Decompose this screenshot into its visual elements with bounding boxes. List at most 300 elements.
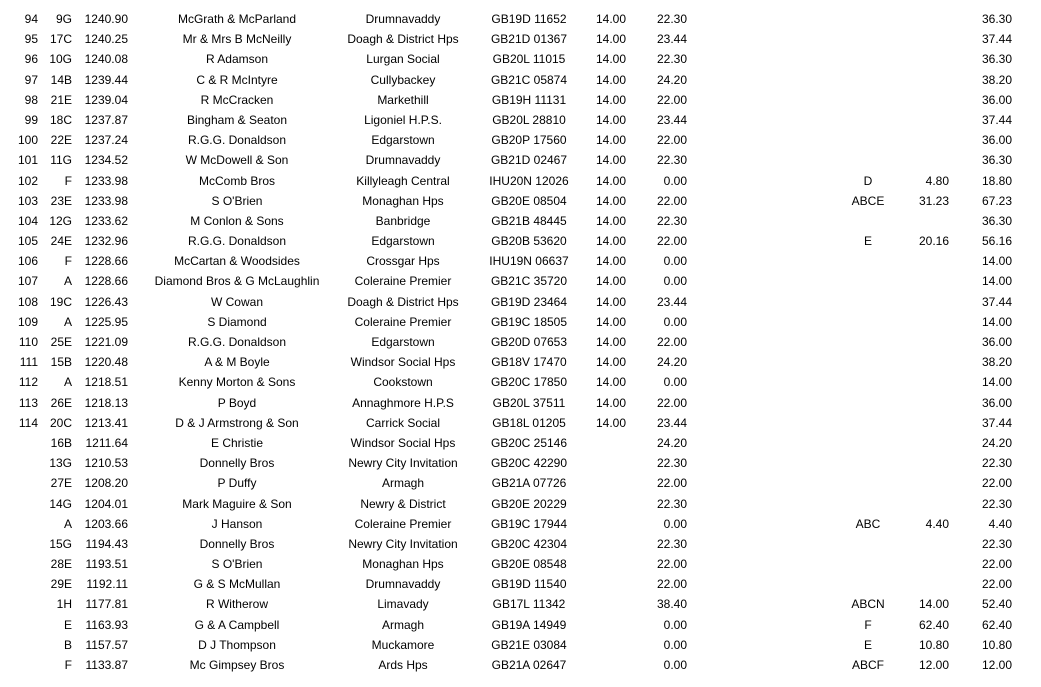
section-code-cell: F (64, 173, 72, 188)
total-cell: 36.00 (981, 133, 1012, 148)
position-cell: 103 (17, 193, 38, 208)
prize-b-cell: 22.00 (656, 193, 687, 208)
fancier-name-cell: W McDowell & Son (185, 153, 289, 168)
pool-amount-cell: 20.16 (918, 234, 949, 249)
prize-a-cell: 14.00 (595, 213, 626, 228)
table-row (0, 534, 1041, 554)
table-row (0, 90, 1041, 110)
fancier-name-cell: G & A Campbell (194, 617, 280, 632)
ring-number-cell: IHU20N 12026 (489, 173, 569, 188)
section-code-cell: 16B (50, 435, 72, 450)
prize-b-cell: 22.00 (656, 234, 687, 249)
velocity-cell: 1204.01 (84, 496, 128, 511)
ring-number-cell: GB21C 05874 (490, 72, 568, 87)
ring-number-cell: GB20C 17850 (490, 375, 568, 390)
club-cell: Lurgan Social (366, 52, 440, 67)
prize-b-cell: 24.20 (656, 435, 687, 450)
velocity-cell: 1203.66 (84, 516, 128, 531)
fancier-name-cell: Bingham & Seaton (186, 112, 288, 127)
ring-number-cell: GB19A 14949 (491, 617, 567, 632)
prize-b-cell: 22.30 (656, 496, 687, 511)
total-cell: 12.00 (981, 658, 1012, 672)
prize-b-cell: 0.00 (663, 516, 687, 531)
velocity-cell: 1225.95 (84, 314, 128, 329)
ring-number-cell: GB19D 23464 (490, 294, 568, 309)
prize-b-cell: 24.20 (656, 72, 687, 87)
fancier-name-cell: Donnelly Bros (199, 536, 275, 551)
velocity-cell: 1208.20 (84, 476, 128, 491)
fancier-name-cell: S O'Brien (211, 193, 263, 208)
club-cell: Limavady (377, 597, 429, 612)
ring-number-cell: GB19C 17944 (490, 516, 568, 531)
fancier-name-cell: D & J Armstrong & Son (175, 415, 299, 430)
fancier-name-cell: D J Thompson (198, 637, 276, 652)
velocity-cell: 1240.90 (84, 12, 128, 26)
pool-amount-cell: 12.00 (918, 658, 949, 672)
table-row (0, 635, 1041, 655)
section-code-cell: A (63, 516, 72, 531)
fancier-name-cell: W Cowan (210, 294, 263, 309)
total-cell: 36.30 (981, 12, 1012, 26)
ring-number-cell: GB20E 08504 (491, 193, 567, 208)
fancier-name-cell: Mark Maguire & Son (182, 496, 292, 511)
total-cell: 36.30 (981, 153, 1012, 168)
section-code-cell: A (63, 314, 72, 329)
table-row (0, 473, 1041, 493)
section-code-cell: 27E (50, 476, 72, 491)
table-row (0, 393, 1041, 413)
section-code-cell: 1H (56, 597, 72, 612)
table-row (0, 70, 1041, 90)
total-cell: 14.00 (981, 375, 1012, 390)
fancier-name-cell: R.G.G. Donaldson (187, 234, 287, 249)
position-cell: 112 (18, 375, 38, 390)
total-cell: 37.44 (981, 294, 1012, 309)
position-cell: 101 (17, 153, 38, 168)
fancier-name-cell: R.G.G. Donaldson (187, 335, 287, 349)
section-code-cell: 20C (49, 415, 72, 430)
pools-code-cell: ABCF (851, 658, 884, 672)
total-cell: 18.80 (981, 173, 1012, 188)
club-cell: Carrick Social (365, 415, 440, 430)
table-row (0, 130, 1041, 150)
section-code-cell: F (64, 254, 72, 269)
club-cell: Windsor Social Hps (350, 435, 456, 450)
pools-code-cell: D (863, 173, 873, 188)
prize-a-cell: 14.00 (595, 395, 626, 410)
section-code-cell: 10G (49, 52, 72, 67)
total-cell: 22.30 (981, 496, 1012, 511)
section-code-cell: 25E (50, 335, 72, 349)
total-cell: 14.00 (981, 254, 1012, 269)
club-cell: Newry City Invitation (348, 536, 458, 551)
fancier-name-cell: R McCracken (200, 92, 274, 107)
table-row (0, 171, 1041, 191)
ring-number-cell: GB21D 02467 (490, 153, 568, 168)
section-code-cell: 15G (49, 536, 72, 551)
club-cell: Muckamore (371, 637, 435, 652)
results-table (0, 9, 1041, 675)
fancier-name-cell: E Christie (210, 435, 263, 450)
section-code-cell: 11G (50, 153, 72, 168)
table-row (0, 150, 1041, 170)
velocity-cell: 1226.43 (84, 294, 128, 309)
club-cell: Edgarstown (371, 133, 435, 148)
ring-number-cell: GB21A 02647 (491, 658, 567, 672)
club-cell: Drumnavaddy (365, 153, 441, 168)
velocity-cell: 1157.57 (85, 637, 128, 652)
total-cell: 4.40 (988, 516, 1012, 531)
velocity-cell: 1221.09 (84, 335, 128, 349)
prize-a-cell: 14.00 (595, 92, 626, 107)
total-cell: 52.40 (981, 597, 1012, 612)
pools-code-cell: ABCE (851, 193, 885, 208)
ring-number-cell: GB20L 37511 (492, 395, 566, 410)
table-row (0, 453, 1041, 473)
prize-a-cell: 14.00 (595, 173, 626, 188)
ring-number-cell: GB21B 48445 (491, 213, 567, 228)
fancier-name-cell: P Boyd (217, 395, 257, 410)
fancier-name-cell: S O'Brien (211, 557, 263, 572)
position-cell: 113 (18, 395, 38, 410)
section-code-cell: 21E (50, 92, 72, 107)
club-cell: Ligoniel H.P.S. (364, 112, 442, 127)
prize-b-cell: 24.20 (656, 355, 687, 370)
pool-amount-cell: 4.80 (925, 173, 949, 188)
position-cell: 94 (24, 12, 38, 26)
prize-a-cell: 14.00 (595, 375, 626, 390)
prize-b-cell: 0.00 (663, 274, 687, 289)
total-cell: 37.44 (981, 32, 1012, 47)
fancier-name-cell: R Witherow (205, 597, 268, 612)
total-cell: 14.00 (981, 274, 1012, 289)
fancier-name-cell: McComb Bros (198, 173, 275, 188)
section-code-cell: 23E (50, 193, 72, 208)
total-cell: 38.20 (981, 355, 1012, 370)
total-cell: 22.00 (981, 476, 1012, 491)
prize-b-cell: 23.44 (656, 415, 687, 430)
prize-b-cell: 0.00 (663, 314, 687, 329)
table-row (0, 413, 1041, 433)
prize-a-cell: 14.00 (595, 335, 626, 349)
ring-number-cell: GB20B 53620 (491, 234, 567, 249)
prize-a-cell: 14.00 (595, 153, 626, 168)
position-cell: 98 (24, 92, 38, 107)
position-cell: 109 (17, 314, 38, 329)
prize-a-cell: 14.00 (595, 32, 626, 47)
prize-b-cell: 0.00 (663, 173, 687, 188)
prize-b-cell: 22.00 (656, 557, 687, 572)
ring-number-cell: GB19H 11131 (491, 92, 567, 107)
section-code-cell: 12G (49, 213, 72, 228)
total-cell: 67.23 (981, 193, 1012, 208)
section-code-cell: 26E (50, 395, 72, 410)
prize-a-cell: 14.00 (595, 234, 626, 249)
position-cell: 110 (18, 335, 38, 349)
table-row (0, 191, 1041, 211)
table-row (0, 271, 1041, 291)
prize-a-cell: 14.00 (595, 12, 626, 26)
ring-number-cell: GB20L 11015 (492, 52, 566, 67)
total-cell: 22.30 (981, 536, 1012, 551)
club-cell: Coleraine Premier (354, 274, 452, 289)
prize-a-cell: 14.00 (595, 193, 626, 208)
section-code-cell: 18C (49, 112, 72, 127)
club-cell: Coleraine Premier (354, 516, 452, 531)
club-cell: Drumnavaddy (365, 577, 441, 592)
prize-a-cell: 14.00 (595, 294, 626, 309)
pools-code-cell: E (863, 234, 872, 249)
table-row (0, 110, 1041, 130)
table-row (0, 514, 1041, 534)
prize-a-cell: 14.00 (595, 415, 626, 430)
fancier-name-cell: A & M Boyle (204, 355, 270, 370)
pools-code-cell: F (864, 617, 872, 632)
position-cell: 105 (17, 234, 38, 249)
velocity-cell: 1237.87 (84, 112, 128, 127)
velocity-cell: 1210.53 (84, 456, 128, 471)
ring-number-cell: GB18L 01205 (492, 415, 566, 430)
total-cell: 36.30 (981, 213, 1012, 228)
total-cell: 10.80 (981, 637, 1012, 652)
velocity-cell: 1237.24 (84, 133, 128, 148)
velocity-cell: 1228.66 (84, 274, 128, 289)
ring-number-cell: GB19D 11540 (491, 577, 567, 592)
fancier-name-cell: R Adamson (205, 52, 269, 67)
table-row (0, 211, 1041, 231)
fancier-name-cell: J Hanson (211, 516, 263, 531)
club-cell: Windsor Social Hps (350, 355, 456, 370)
total-cell: 14.00 (981, 314, 1012, 329)
position-cell: 95 (24, 32, 38, 47)
position-cell: 106 (17, 254, 38, 269)
prize-b-cell: 38.40 (656, 597, 687, 612)
position-cell: 104 (17, 213, 38, 228)
prize-b-cell: 0.00 (663, 658, 687, 672)
fancier-name-cell: G & S McMullan (193, 577, 281, 592)
table-row (0, 251, 1041, 271)
table-row (0, 231, 1041, 251)
prize-b-cell: 22.30 (656, 213, 687, 228)
section-code-cell: B (63, 637, 72, 652)
club-cell: Armagh (381, 476, 425, 491)
pool-amount-cell: 14.00 (918, 597, 949, 612)
velocity-cell: 1240.25 (84, 32, 128, 47)
prize-b-cell: 23.44 (656, 32, 687, 47)
club-cell: Doagh & District Hps (347, 294, 459, 309)
section-code-cell: 14B (50, 72, 72, 87)
prize-b-cell: 22.30 (656, 52, 687, 67)
club-cell: Killyleagh Central (356, 173, 450, 188)
table-row (0, 554, 1041, 574)
club-cell: Cullybackey (370, 72, 436, 87)
club-cell: Annaghmore H.P.S (352, 395, 454, 410)
position-cell: 96 (24, 52, 38, 67)
prize-b-cell: 0.00 (663, 617, 687, 632)
velocity-cell: 1194.43 (85, 536, 128, 551)
total-cell: 62.40 (981, 617, 1012, 632)
prize-a-cell: 14.00 (595, 274, 626, 289)
total-cell: 36.00 (981, 395, 1012, 410)
ring-number-cell: GB21E 03084 (491, 637, 567, 652)
pool-amount-cell: 62.40 (918, 617, 949, 632)
velocity-cell: 1193.51 (85, 557, 128, 572)
total-cell: 38.20 (981, 72, 1012, 87)
prize-b-cell: 22.00 (656, 92, 687, 107)
prize-b-cell: 22.30 (656, 456, 687, 471)
ring-number-cell: GB20E 20229 (491, 496, 567, 511)
fancier-name-cell: McGrath & McParland (177, 12, 297, 26)
club-cell: Doagh & District Hps (347, 32, 459, 47)
ring-number-cell: GB18V 17470 (491, 355, 567, 370)
pool-amount-cell: 4.40 (925, 516, 949, 531)
prize-b-cell: 22.00 (656, 476, 687, 491)
table-row (0, 574, 1041, 594)
ring-number-cell: GB21C 35720 (490, 274, 568, 289)
section-code-cell: 28E (50, 557, 72, 572)
position-cell: 99 (24, 112, 38, 127)
velocity-cell: 1220.48 (84, 355, 128, 370)
fancier-name-cell: Mc Gimpsey Bros (189, 658, 285, 672)
prize-a-cell: 14.00 (595, 52, 626, 67)
prize-b-cell: 0.00 (663, 254, 687, 269)
total-cell: 22.00 (981, 557, 1012, 572)
ring-number-cell: IHU19N 06637 (489, 254, 569, 269)
prize-a-cell: 14.00 (595, 314, 626, 329)
total-cell: 22.00 (981, 577, 1012, 592)
fancier-name-cell: R.G.G. Donaldson (187, 133, 287, 148)
prize-a-cell: 14.00 (595, 72, 626, 87)
section-code-cell: F (64, 658, 72, 672)
table-row (0, 312, 1041, 332)
position-cell: 102 (17, 173, 38, 188)
table-row (0, 352, 1041, 372)
position-cell: 107 (17, 274, 38, 289)
table-row (0, 372, 1041, 392)
table-row (0, 292, 1041, 312)
fancier-name-cell: Donnelly Bros (199, 456, 275, 471)
prize-b-cell: 22.30 (656, 536, 687, 551)
position-cell: 111 (19, 355, 38, 370)
table-row (0, 494, 1041, 514)
section-code-cell: E (63, 617, 72, 632)
pools-code-cell: ABCN (851, 597, 885, 612)
ring-number-cell: GB20C 42304 (490, 536, 568, 551)
total-cell: 37.44 (981, 112, 1012, 127)
club-cell: Ards Hps (378, 658, 428, 672)
section-code-cell: 14G (49, 496, 72, 511)
pool-amount-cell: 31.23 (918, 193, 949, 208)
club-cell: Newry & District (360, 496, 446, 511)
section-code-cell: A (63, 375, 72, 390)
fancier-name-cell: M Conlon & Sons (190, 213, 284, 228)
ring-number-cell: GB17L 11342 (492, 597, 566, 612)
velocity-cell: 1177.81 (85, 597, 128, 612)
club-cell: Crossgar Hps (366, 254, 440, 269)
table-row (0, 332, 1041, 352)
prize-b-cell: 22.30 (656, 153, 687, 168)
position-cell: 114 (18, 415, 38, 430)
pools-code-cell: ABC (855, 516, 881, 531)
total-cell: 24.20 (981, 435, 1012, 450)
section-code-cell: 22E (50, 133, 72, 148)
total-cell: 22.30 (981, 456, 1012, 471)
pools-code-cell: E (863, 637, 872, 652)
fancier-name-cell: S Diamond (207, 314, 267, 329)
table-row (0, 655, 1041, 675)
velocity-cell: 1232.96 (84, 234, 128, 249)
ring-number-cell: GB20P 17560 (491, 133, 567, 148)
velocity-cell: 1218.51 (84, 375, 128, 390)
total-cell: 36.30 (981, 52, 1012, 67)
club-cell: Armagh (381, 617, 425, 632)
fancier-name-cell: Kenny Morton & Sons (178, 375, 296, 390)
club-cell: Monaghan Hps (362, 193, 444, 208)
ring-number-cell: GB21A 07726 (491, 476, 567, 491)
ring-number-cell: GB20D 07653 (490, 335, 568, 349)
ring-number-cell: GB20L 28810 (492, 112, 566, 127)
prize-b-cell: 0.00 (663, 375, 687, 390)
ring-number-cell: GB20E 08548 (491, 557, 567, 572)
section-code-cell: 19C (49, 294, 72, 309)
fancier-name-cell: McCartan & Woodsides (174, 254, 300, 269)
total-cell: 36.00 (981, 92, 1012, 107)
section-code-cell: 24E (50, 234, 72, 249)
club-cell: Edgarstown (371, 234, 435, 249)
ring-number-cell: GB19C 18505 (490, 314, 568, 329)
club-cell: Cookstown (373, 375, 433, 390)
table-row (0, 615, 1041, 635)
pool-amount-cell: 10.80 (918, 637, 949, 652)
velocity-cell: 1239.04 (84, 92, 128, 107)
table-row (0, 29, 1041, 49)
prize-a-cell: 14.00 (595, 355, 626, 370)
velocity-cell: 1233.98 (84, 173, 128, 188)
prize-b-cell: 22.00 (656, 577, 687, 592)
table-row (0, 9, 1041, 29)
fancier-name-cell: Diamond Bros & G McLaughlin (154, 274, 320, 289)
prize-b-cell: 22.00 (656, 395, 687, 410)
club-cell: Edgarstown (371, 335, 435, 349)
ring-number-cell: GB21D 01367 (490, 32, 568, 47)
velocity-cell: 1211.64 (85, 435, 128, 450)
table-row (0, 433, 1041, 453)
prize-b-cell: 22.00 (656, 133, 687, 148)
velocity-cell: 1192.11 (86, 577, 128, 592)
total-cell: 56.16 (981, 234, 1012, 249)
total-cell: 37.44 (981, 415, 1012, 430)
section-code-cell: 9G (55, 12, 72, 26)
ring-number-cell: GB20C 25146 (490, 435, 568, 450)
club-cell: Banbridge (375, 213, 431, 228)
fancier-name-cell: P Duffy (217, 476, 257, 491)
velocity-cell: 1133.87 (85, 658, 128, 672)
prize-b-cell: 22.00 (656, 335, 687, 349)
section-code-cell: 13G (49, 456, 72, 471)
club-cell: Drumnavaddy (365, 12, 441, 26)
ring-number-cell: GB20C 42290 (490, 456, 568, 471)
fancier-name-cell: Mr & Mrs B McNeilly (182, 32, 292, 47)
velocity-cell: 1233.98 (84, 193, 128, 208)
position-cell: 100 (17, 133, 38, 148)
club-cell: Monaghan Hps (362, 557, 444, 572)
club-cell: Coleraine Premier (354, 314, 452, 329)
club-cell: Newry City Invitation (348, 456, 458, 471)
fancier-name-cell: C & R McIntyre (196, 72, 278, 87)
velocity-cell: 1240.08 (84, 52, 128, 67)
section-code-cell: 15B (50, 355, 72, 370)
velocity-cell: 1228.66 (84, 254, 128, 269)
